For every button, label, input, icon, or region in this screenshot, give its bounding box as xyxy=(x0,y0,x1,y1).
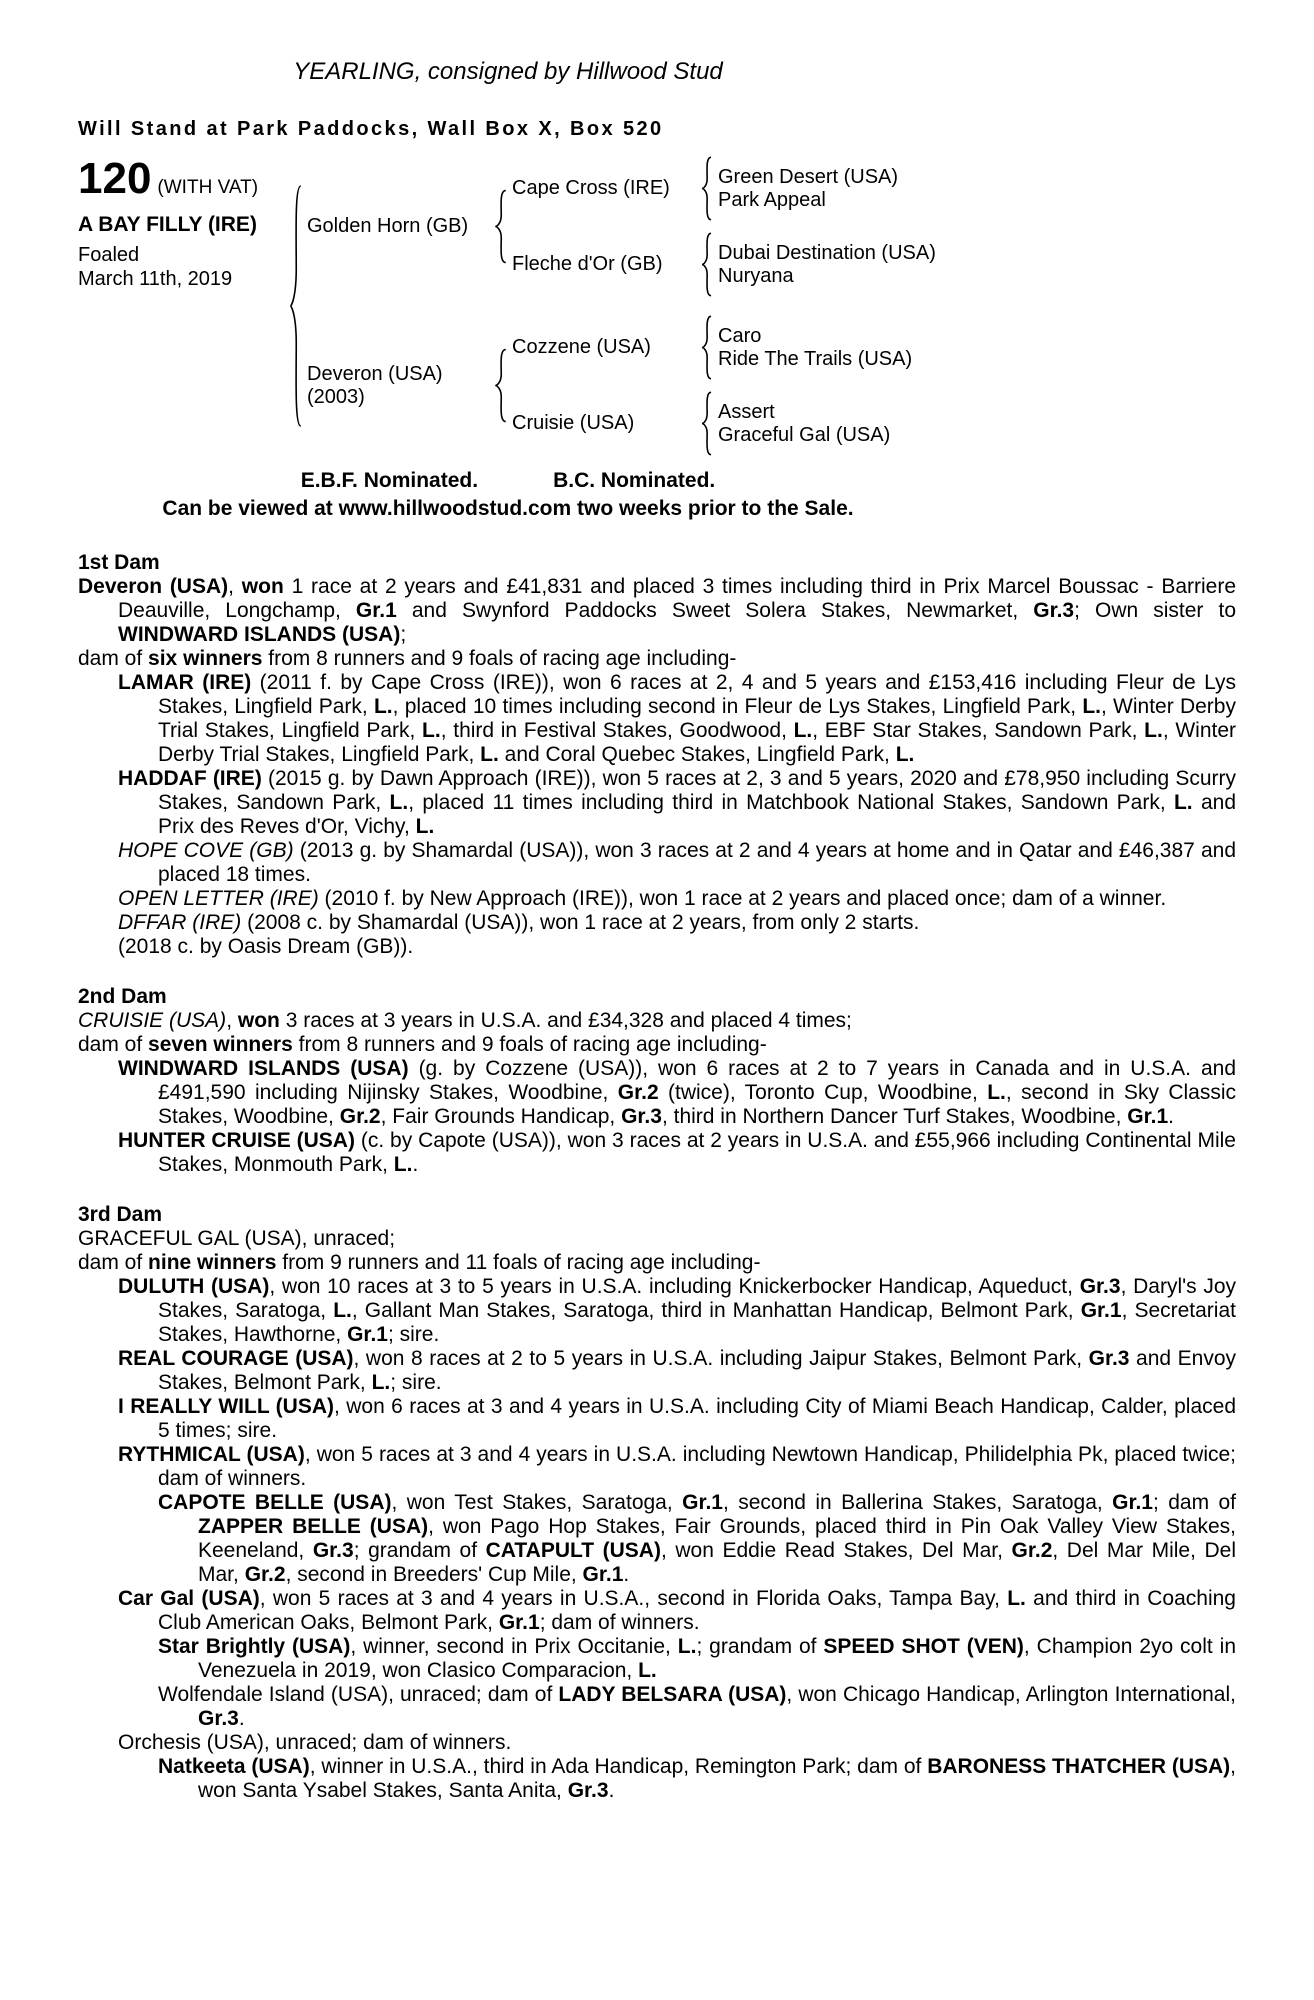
vat-note: (WITH VAT) xyxy=(157,177,259,198)
pedigree-tree xyxy=(307,155,1236,457)
grandsire-name: Cape Cross (IRE) xyxy=(512,177,670,199)
catalogue-paragraph: (2018 c. by Oasis Dream (GB)). xyxy=(118,935,414,958)
catalogue-paragraph: dam of nine winners from 9 runners and 11 foals of racing age including- xyxy=(78,1251,761,1274)
pedigree-brace-icon xyxy=(698,231,718,298)
dam-cell xyxy=(307,363,490,409)
granddam-name: Fleche d'Or (GB) xyxy=(512,253,663,275)
catalogue-paragraph: I REALLY WILL (USA), won 6 races at 3 and 4 years in U.S.A. including City of Miami Beach Handicap, Calder, placed 5 times; sire. xyxy=(118,1395,1236,1442)
great-grandsire-name: Dubai Destination (USA) xyxy=(718,241,936,264)
great-granddam-name: Park Appeal xyxy=(718,188,826,211)
catalogue-paragraph: Natkeeta (USA), winner in U.S.A., third in Ada Handicap, Remington Park; dam of BARONESS THATCHER (USA), won Santa Ysabel Stakes, Santa Anita, Gr.3. xyxy=(158,1755,1236,1802)
catalogue-paragraph: Deveron (USA), won 1 race at 2 years and £41,831 and placed 3 times including third in Prix Marcel Boussac - Barriere Deauville, Longchamp, Gr.1 and Swynford Paddocks Sweet Solera Stakes, Newmarket, Gr.3; Own sister to WINDWARD ISLANDS (USA); xyxy=(78,575,1237,646)
grandsire-name: Cozzene (USA) xyxy=(512,336,651,358)
great-granddam-name: Graceful Gal (USA) xyxy=(718,423,891,446)
dam-section xyxy=(78,551,1236,959)
sire-branch xyxy=(307,155,1236,298)
granddam-name: Cruisie (USA) xyxy=(512,412,635,434)
catalogue-paragraph: Car Gal (USA), won 5 races at 3 and 4 years in U.S.A., second in Florida Oaks, Tampa Bay, L. and third in Coaching Club American Oaks, Belmont Park, Gr.1; dam of winners. xyxy=(118,1587,1236,1634)
grandsire-branch xyxy=(512,314,1236,381)
pedigree-brace-icon xyxy=(285,155,307,457)
lot-description: A BAY FILLY (IRE) xyxy=(78,213,257,236)
catalogue-paragraph: HADDAF (IRE) (2015 g. by Dawn Approach (IRE)), won 5 races at 2, 3 and 5 years, 2020 and £78,950 including Scurry Stakes, Sandown Park, L., placed 11 times including third in Matchbook National Stakes, Sandown Park, L. and Prix des Reves d'Or, Vichy, L. xyxy=(118,767,1237,838)
catalogue-paragraph: RYTHMICAL (USA), won 5 races at 3 and 4 years in U.S.A. including Newtown Handicap, Philidelphia Pk, placed twice; dam of winners. xyxy=(118,1443,1237,1490)
lot-number-row xyxy=(78,154,285,203)
dam-branch xyxy=(307,314,1236,457)
great-granddam-name: Nuryana xyxy=(718,264,794,287)
ebf-nominated: E.B.F. Nominated. xyxy=(300,469,479,492)
catalogue-paragraph: HUNTER CRUISE (USA) (c. by Capote (USA)), won 3 races at 2 years in U.S.A. and £55,966 including Continental Mile Stakes, Monmouth Park, L.. xyxy=(118,1129,1236,1176)
page-title: YEARLING, consigned by Hillwood Stud xyxy=(293,58,723,85)
dam-parents xyxy=(512,314,1236,457)
catalogue-paragraph: DULUTH (USA), won 10 races at 3 to 5 years in U.S.A. including Knickerbocker Handicap, Aqueduct, Gr.3, Daryl's Joy Stakes, Saratoga, L., Gallant Man Stakes, Saratoga, third in Manhattan Handicap, Belmont Park, Gr.1, Secretariat Stakes, Hawthorne, Gr.1; sire. xyxy=(118,1275,1236,1346)
granddam-branch xyxy=(512,231,1236,298)
catalogue-paragraph: WINDWARD ISLANDS (USA) (g. by Cozzene (USA)), won 6 races at 2 to 7 years in Canada and in U.S.A. and £491,590 including Nijinsky Stakes, Woodbine, Gr.2 (twice), Toronto Cup, Woodbine, L., second in Sky Classic Stakes, Woodbine, Gr.2, Fair Grounds Handicap, Gr.3, third in Northern Dancer Turf Stakes, Woodbine, Gr.1. xyxy=(118,1057,1236,1128)
catalogue-paragraph: CRUISIE (USA), won 3 races at 3 years in U.S.A. and £34,328 and placed 4 times; xyxy=(78,1009,852,1032)
catalogue-paragraph: Wolfendale Island (USA), unraced; dam of LADY BELSARA (USA), won Chicago Handicap, Arlington International, Gr.3. xyxy=(158,1683,1236,1730)
bc-nominated: B.C. Nominated. xyxy=(553,469,716,492)
dam-sections xyxy=(78,551,1236,1803)
great-grandparents xyxy=(718,166,1236,212)
section-heading: 1st Dam xyxy=(78,551,160,574)
great-grandparents xyxy=(718,325,1236,371)
sire-cell xyxy=(307,215,490,238)
catalogue-paragraph: Orchesis (USA), unraced; dam of winners. xyxy=(118,1731,512,1754)
dam-section xyxy=(78,1203,1236,1803)
catalogue-paragraph: Star Brightly (USA), winner, second in Prix Occitanie, L.; grandam of SPEED SHOT (VEN), Champion 2yo colt in Venezuela in 2019, won Clasico Comparacion, L. xyxy=(158,1635,1236,1682)
great-grandsire-name: Green Desert (USA) xyxy=(718,165,899,188)
catalogue-paragraph: LAMAR (IRE) (2011 f. by Cape Cross (IRE)), won 6 races at 2, 4 and 5 years and £153,416 including Fleur de Lys Stakes, Lingfield Park, L., placed 10 times including second in Fleur de Lys Stakes, Lingfield Park, L., Winter Derby Trial Stakes, Lingfield Park, L., third in Festival Stakes, Goodwood, L., EBF Star Stakes, Sandown Park, L., Winter Derby Trial Stakes, Lingfield Park, L. and Coral Quebec Stakes, Lingfield Park, L. xyxy=(118,671,1237,766)
grandsire-branch xyxy=(512,155,1236,222)
pedigree-brace-icon xyxy=(490,185,512,268)
section-heading: 3rd Dam xyxy=(78,1203,163,1226)
catalogue-paragraph: DFFAR (IRE) (2008 c. by Shamardal (USA)), won 1 race at 2 years, from only 2 starts. xyxy=(118,911,920,934)
great-granddam-name: Ride The Trails (USA) xyxy=(718,347,913,370)
great-grandparents xyxy=(718,401,1236,447)
granddam-branch xyxy=(512,390,1236,457)
dam-section xyxy=(78,985,1236,1177)
pedigree-brace-icon xyxy=(698,390,718,457)
great-grandsire-name: Caro xyxy=(718,324,762,347)
stand-location-line: Will Stand at Park Paddocks, Wall Box X, Box 520 xyxy=(78,118,664,140)
catalogue-paragraph: CAPOTE BELLE (USA), won Test Stakes, Saratoga, Gr.1, second in Ballerina Stakes, Saratoga, Gr.1; dam of ZAPPER BELLE (USA), won Pago Hop Stakes, Fair Grounds, placed third in Pin Oak Valley View Stakes, Keeneland, Gr.3; grandam of CATAPULT (USA), won Eddie Read Stakes, Del Mar, Gr.2, Del Mar Mile, Del Mar, Gr.2, second in Breeders' Cup Mile, Gr.1. xyxy=(158,1491,1237,1586)
catalogue-paragraph: GRACEFUL GAL (USA), unraced; xyxy=(78,1227,396,1250)
catalogue-paragraph: HOPE COVE (GB) (2013 g. by Shamardal (USA)), won 3 races at 2 and 4 years at home and in Qatar and £46,387 and placed 18 times. xyxy=(118,839,1236,886)
viewing-line: Can be viewed at www.hillwoodstud.com two weeks prior to the Sale. xyxy=(162,497,854,520)
catalogue-paragraph: dam of seven winners from 8 runners and 9 foals of racing age including- xyxy=(78,1033,767,1056)
great-grandparents xyxy=(718,242,1236,288)
great-grandsire-name: Assert xyxy=(718,400,775,423)
catalogue-paragraph: REAL COURAGE (USA), won 8 races at 2 to 5 years in U.S.A. including Jaipur Stakes, Belmont Park, Gr.3 and Envoy Stakes, Belmont Park, L.; sire. xyxy=(118,1347,1236,1394)
pedigree-brace-icon xyxy=(490,344,512,427)
dam-year: (2003) xyxy=(307,385,365,408)
catalogue-paragraph: OPEN LETTER (IRE) (2010 f. by New Approach (IRE)), won 1 race at 2 years and placed once; dam of a winner. xyxy=(118,887,1167,910)
nominations-line xyxy=(78,469,938,493)
pedigree-brace-icon xyxy=(698,155,718,222)
pedigree-panel xyxy=(78,155,1236,457)
lot-number: 120 xyxy=(78,154,152,203)
sire-name: Golden Horn (GB) xyxy=(307,215,469,237)
catalogue-paragraph: dam of six winners from 8 runners and 9 foals of racing age including- xyxy=(78,647,737,670)
pedigree-brace-icon xyxy=(698,314,718,381)
dam-name: Deveron (USA) xyxy=(307,362,443,385)
lot-info xyxy=(78,155,285,457)
foaled-label: Foaled xyxy=(78,244,140,266)
foaled-date: March 11th, 2019 xyxy=(78,268,233,290)
sire-parents xyxy=(512,155,1236,298)
section-heading: 2nd Dam xyxy=(78,985,167,1008)
